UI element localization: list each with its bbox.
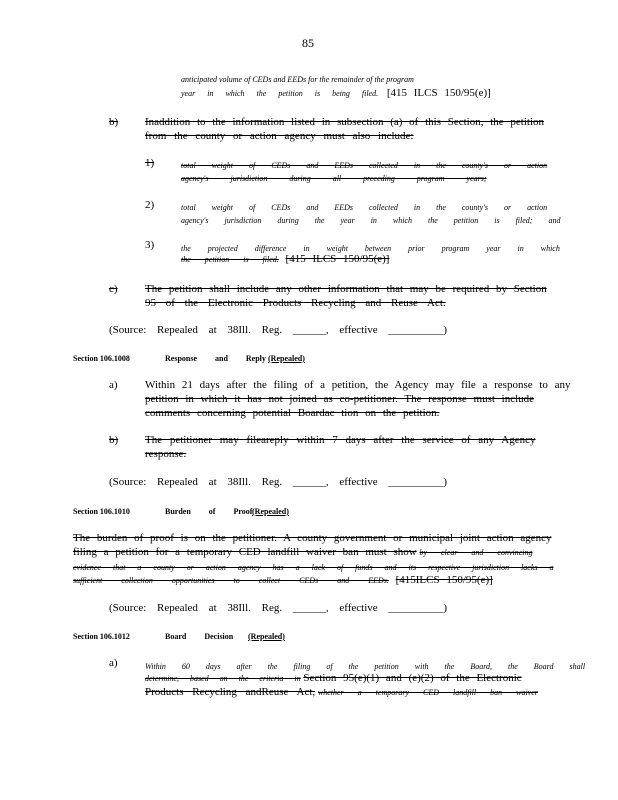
section-1008-repealed: (Repealed) (268, 354, 305, 363)
subsection-1008-a-line1: Within 21 days after the filing of a petition, the Agency may file a response to any (145, 379, 571, 391)
text-italic: by clear and convincing (419, 548, 533, 557)
text: year in which the petition is being filed. (181, 89, 379, 98)
citation: [415ILCS 150/95(e)] (395, 574, 493, 586)
subsection-1012-a-label: a) (109, 657, 118, 669)
section-1012-title: Board Decision (165, 632, 234, 641)
item-3-label: 3) (145, 239, 155, 251)
decision-line3 (145, 686, 538, 699)
subsection-b-line2: from the county or action agency must also include: (145, 130, 414, 142)
subsection-c-line1: The petition shall include any other information that may be required by Section (145, 283, 547, 295)
text: Products Recycling andReuse Act, (145, 686, 316, 698)
section-1008-number: Section 106.1008 (73, 354, 130, 363)
section-1010-title: Burden of Proof (165, 507, 253, 516)
para-anticipated-line2 (181, 87, 491, 100)
item-1-line1: total weight of CEDs and EEDs collected in the county's or action (181, 161, 548, 170)
text: Section 95(e)(1) and (e)(2) of the Electronic (303, 672, 522, 684)
section-1012-number: Section 106.1012 (73, 632, 130, 641)
subsection-c-line2: 95 of the Electronic Products Recycling and Reuse Act. (145, 297, 446, 309)
section-1010-repealed: (Repealed) (252, 507, 289, 516)
text: anticipated volume of CEDs and EEDs for the remainder of the program (181, 75, 414, 84)
text: the petition is filed. (181, 255, 279, 264)
text-italic: determine, based on the criteria in (145, 674, 301, 683)
subsection-1008-b-line1: The petitioner may fileareply within 7 days after the service of any Agency (145, 434, 536, 446)
decision-line1: Within 60 days after the filing of the petition with the Board, the Board shall (145, 662, 586, 671)
item-2-label: 2) (145, 199, 155, 211)
text-italic: whether a temporary CED landfill ban waiver (317, 688, 538, 697)
text: filing a petition for a temporary CED landfill waiver ban must show (73, 546, 417, 558)
burden-line3: evidence that a county or action agency has a lack of funds and its respective jurisdiction lacks a (73, 563, 554, 572)
item-1-label: 1) (145, 157, 155, 169)
burden-line4 (73, 574, 493, 587)
subsection-1008-a-line3: comments concerning potential Boardac tion on the petition. (145, 407, 440, 419)
item-3-line2 (181, 253, 389, 266)
subsection-1008-a-line2: petition in which it has not joined as co-petitioner. The response must include (145, 393, 535, 405)
section-1008-title: Response and Reply (165, 354, 266, 363)
page-number: 85 (302, 36, 314, 50)
source-note-2: (Source: Repealed at 38Ill. Reg. ______, effective __________) (109, 476, 448, 488)
para-anticipated-line1 (181, 73, 519, 86)
decision-line2 (145, 672, 522, 685)
subsection-1008-b-line2: response. (145, 448, 187, 460)
subsection-1008-a-label: a) (109, 379, 118, 391)
source-note-3: (Source: Repealed at 38Ill. Reg. ______, effective __________) (109, 602, 448, 614)
text-italic: sufficient collection opportunities to collect CEDs and EEDs. (73, 576, 389, 585)
item-2-line1: total weight of CEDs and EEDs collected in the county's or action (181, 203, 548, 212)
citation: [415 ILCS 150/95(e)] (285, 253, 390, 265)
source-note-1: (Source: Repealed at 38Ill. Reg. ______, effective __________) (109, 324, 448, 336)
burden-line2 (73, 546, 533, 559)
subsection-b-line1: Inaddition to the information listed in subsection (a) of this Section, the petition (145, 116, 545, 128)
burden-line1: The burden of proof is on the petitioner. A county government or municipal joint action agency (73, 532, 552, 544)
item-1-line2: agency's jurisdiction during all preceding program years; (181, 174, 487, 183)
citation: [415 ILCS 150/95(e)] (386, 87, 491, 99)
subsection-b-label: b) (109, 116, 119, 128)
subsection-c-label: c) (109, 283, 118, 295)
item-3-line1: the projected difference in weight between prior program year in which (181, 244, 560, 253)
section-1012-repealed: (Repealed) (248, 632, 285, 641)
section-1010-number: Section 106.1010 (73, 507, 130, 516)
item-2-line2: agency's jurisdiction during the year in which the petition is filed; and (181, 216, 561, 225)
subsection-1008-b-label: b) (109, 434, 119, 446)
